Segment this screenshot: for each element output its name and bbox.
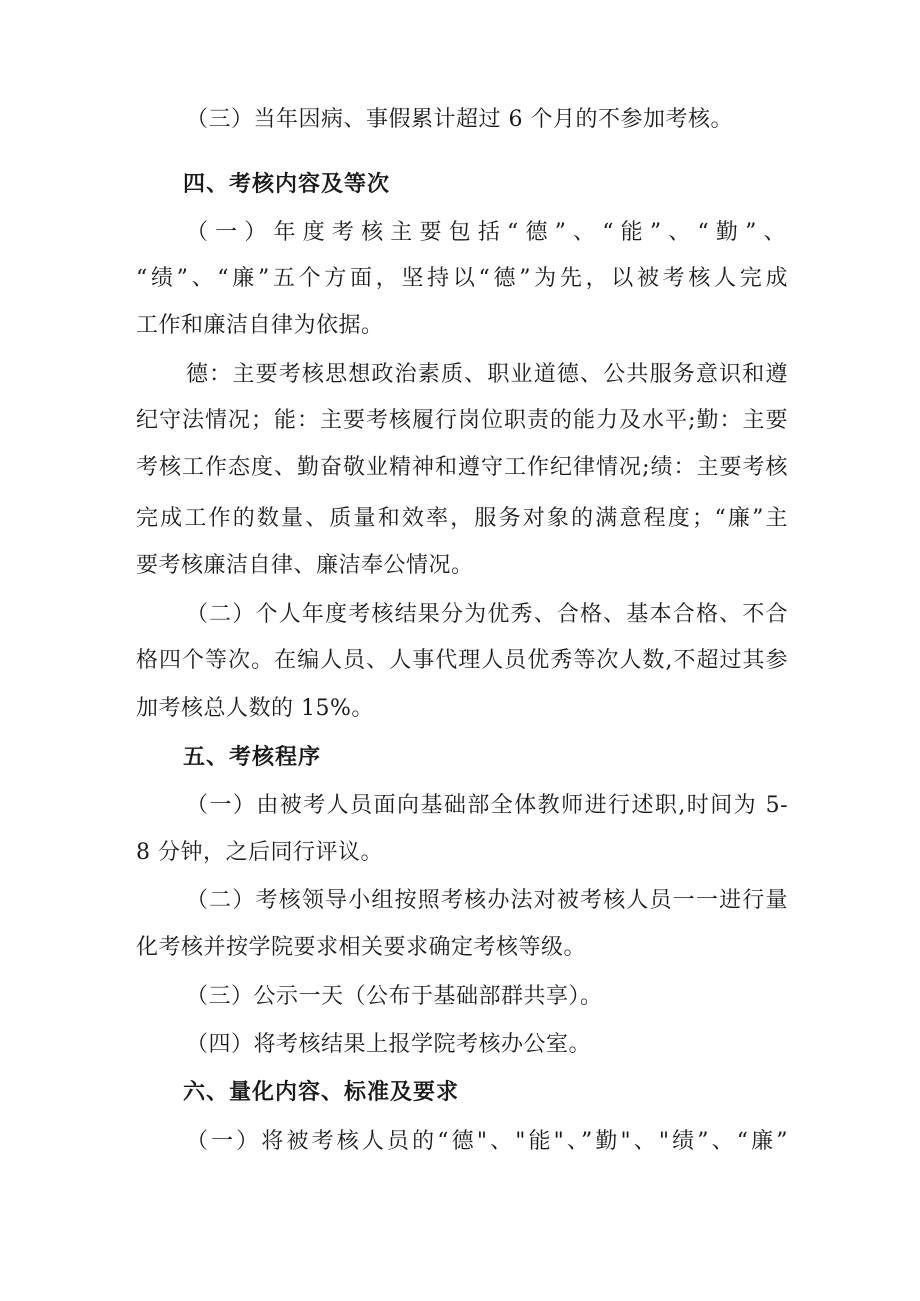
paragraph-line: 纪守法情况；能：主要考核履行岗位职责的能力及水平;勤：主要 <box>136 408 788 433</box>
paragraph-line: 德：主要考核思想政治素质、职业道德、公共服务意识和遵 <box>186 362 788 387</box>
paragraph-line: 完成工作的数量、质量和效率，服务对象的满意程度；“廉”主 <box>136 506 788 531</box>
paragraph-line: （三）当年因病、事假累计超过 6 个月的不参加考核。 <box>186 107 733 132</box>
paragraph-line: 化考核并按学院要求相关要求确定考核等级。 <box>136 935 587 960</box>
paragraph-line: （二）考核领导小组按照考核办法对被考核人员一一进行量 <box>186 888 788 913</box>
paragraph-line: （一）将被考核人员的“德"、"能"、”勤"、"绩”、“廉” <box>186 1129 788 1154</box>
paragraph-line: 工作和廉洁自律为依据。 <box>136 313 384 338</box>
section-heading: 五、考核程序 <box>183 745 322 770</box>
paragraph-line: （一）由被考人员面向基础部全体教师进行述职,时间为 5- <box>186 793 788 818</box>
paragraph-line: （三）公示一天（公布于基础部群共享）。 <box>186 984 603 1009</box>
paragraph-line: 格四个等次。在编人员、人事代理人员优秀等次人数,不超过其参 <box>136 648 788 673</box>
paragraph-line: 8 分钟，之后同行评议。 <box>136 840 383 865</box>
paragraph-line: 要考核廉洁自律、廉洁奉公情况。 <box>136 553 474 578</box>
paragraph-line: 考核工作态度、勤奋敬业精神和遵守工作纪律情况;绩：主要考核 <box>136 455 788 480</box>
paragraph-line: （一）年度考核主要包括“德”、“能”、“勤”、 <box>186 220 786 245</box>
section-heading: 四、考核内容及等次 <box>183 172 391 197</box>
section-heading: 六、量化内容、标准及要求 <box>183 1080 460 1105</box>
paragraph-line: （四）将考核结果上报学院考核办公室。 <box>186 1032 592 1057</box>
paragraph-line: “绩”、“廉”五个方面，坚持以“德”为先，以被考核人完成 <box>136 266 788 291</box>
paragraph-line: （二）个人年度考核结果分为优秀、合格、基本合格、不合 <box>186 602 788 627</box>
paragraph-line: 加考核总人数的 15%。 <box>136 696 374 721</box>
